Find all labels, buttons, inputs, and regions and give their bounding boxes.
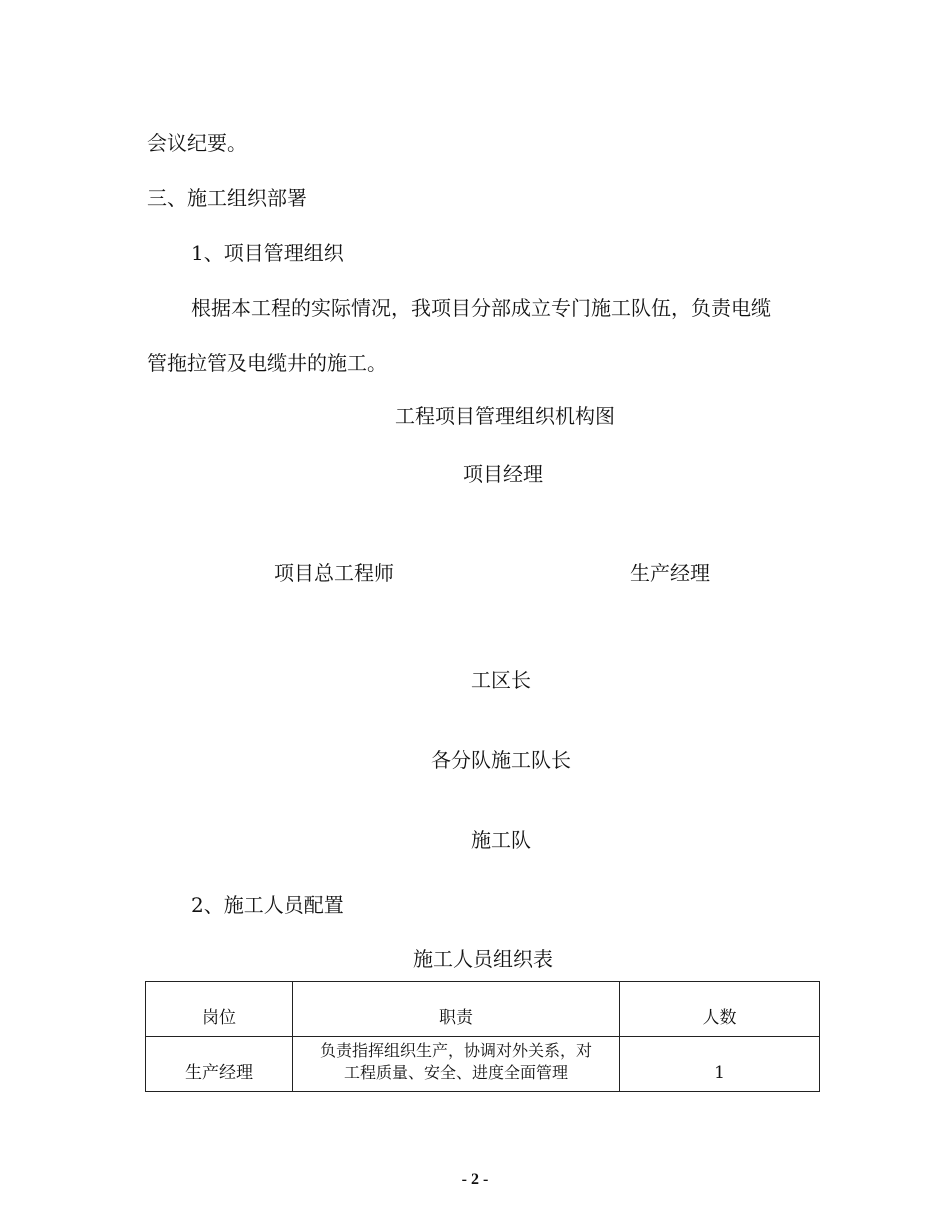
cell-duty-line-2: 工程质量、安全、进度全面管理 [343,1063,568,1082]
paragraph-line-1: 根据本工程的实际情况，我项目分部成立专门施工队伍，负责电缆 [191,296,771,320]
cell-duty [293,1037,620,1092]
cell-position: 生产经理 [146,1037,293,1092]
org-node-team-leader: 各分队施工队长 [431,748,571,772]
subsection-heading-2: 2、施工人员配置 [191,893,344,917]
page-number: - 2 - [461,1171,489,1188]
table-header-row [146,982,820,1037]
cell-count: 1 [620,1037,820,1092]
header-position: 岗位 [146,982,293,1037]
paragraph-line-2: 管拖拉管及电缆井的施工。 [147,351,387,375]
org-node-construction-team: 施工队 [471,828,531,852]
cell-duty-line-1: 负责指挥组织生产，协调对外关系，对 [319,1041,592,1060]
org-node-project-manager: 项目经理 [463,462,543,486]
org-node-chief-engineer: 项目总工程师 [274,561,394,585]
org-node-production-manager: 生产经理 [630,561,710,585]
text-line-meeting-minutes: 会议纪要。 [147,131,247,155]
subsection-heading-1: 1、项目管理组织 [191,241,344,265]
header-duty: 职责 [293,982,620,1037]
staff-table [145,981,820,1092]
section-heading-3: 三、施工组织部署 [147,186,307,210]
table-title: 施工人员组织表 [413,947,553,971]
org-node-area-chief: 工区长 [471,668,531,692]
table-row [146,1037,820,1092]
org-chart-title: 工程项目管理组织机构图 [395,404,615,428]
header-count: 人数 [620,982,820,1037]
